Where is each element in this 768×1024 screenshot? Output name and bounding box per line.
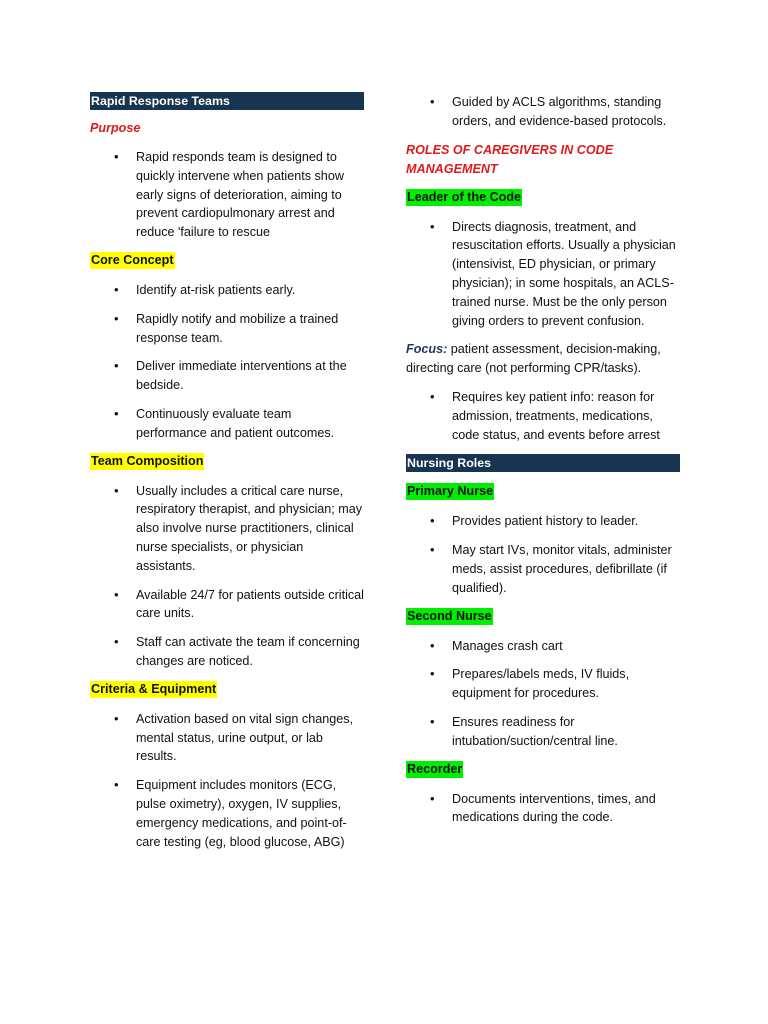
list-item: • Usually includes a critical care nurse, respiratory therapist, and physician; may also involve nurse practitioners, clinical nurse specialists, or physician assistants. <box>90 482 364 576</box>
section-title-rapid-response-teams: Rapid Response Teams <box>90 92 364 110</box>
purpose-list <box>90 148 364 242</box>
criteria-equipment-heading: Criteria & Equipment <box>91 681 217 696</box>
left-column <box>90 92 364 861</box>
team-composition-list <box>90 482 364 671</box>
purpose-heading: Purpose <box>90 121 141 135</box>
focus-paragraph <box>406 340 680 378</box>
second-nurse-heading: Second Nurse <box>407 608 492 623</box>
core-concept-heading: Core Concept <box>91 252 174 267</box>
list-item: • Prepares/labels meds, IV fluids, equipment for procedures. <box>406 665 680 703</box>
recorder-list <box>406 790 680 828</box>
list-item: • Directs diagnosis, treatment, and resuscitation efforts. Usually a physician (intensivist, ED physician, or primary physician); in some hospitals, an ACLS-trained nurse. Must be the only person giving orders to prevent confusion. <box>406 218 680 331</box>
list-item: • Manages crash cart <box>406 637 680 656</box>
list-item: • Documents interventions, times, and medications during the code. <box>406 790 680 828</box>
core-concept-list <box>90 281 364 443</box>
focus-text: patient assessment, decision-making, directing care (not performing CPR/tasks). <box>406 342 661 376</box>
leader-of-code-heading: Leader of the Code <box>407 189 522 204</box>
list-item: • Continuously evaluate team performance and patient outcomes. <box>90 405 364 443</box>
list-item: • Identify at-risk patients early. <box>90 281 364 300</box>
list-item: • Available 24/7 for patients outside critical care units. <box>90 586 364 624</box>
team-composition-heading: Team Composition <box>91 453 204 468</box>
list-item: • May start IVs, monitor vitals, administer meds, assist procedures, defibrillate (if qualified). <box>406 541 680 597</box>
section-title-nursing-roles: Nursing Roles <box>406 454 680 472</box>
leader-list-2 <box>406 388 680 444</box>
second-nurse-list <box>406 637 680 751</box>
primary-nurse-heading: Primary Nurse <box>407 484 494 499</box>
list-item: • Ensures readiness for intubation/suction/central line. <box>406 713 680 751</box>
list-item: • Requires key patient info: reason for admission, treatments, medications, code status, and events before arrest <box>406 388 680 444</box>
list-item: • Activation based on vital sign changes, mental status, urine output, or lab results. <box>90 710 364 766</box>
list-item: • Equipment includes monitors (ECG, pulse oximetry), oxygen, IV supplies, emergency medications, and point-of-care testing (eg, blood glucose, ABG) <box>90 776 364 851</box>
acls-list <box>406 93 680 131</box>
list-item: • Provides patient history to leader. <box>406 512 680 531</box>
list-item: • Guided by ACLS algorithms, standing orders, and evidence-based protocols. <box>406 93 680 131</box>
list-item: • Deliver immediate interventions at the bedside. <box>90 357 364 395</box>
criteria-equipment-list <box>90 710 364 852</box>
primary-nurse-list <box>406 512 680 597</box>
list-item: • Rapidly notify and mobilize a trained response team. <box>90 310 364 348</box>
focus-label: Focus: <box>406 342 448 357</box>
list-item: • Staff can activate the team if concerning changes are noticed. <box>90 633 364 671</box>
leader-list <box>406 218 680 331</box>
right-column <box>406 92 680 837</box>
roles-heading: ROLES OF CAREGIVERS IN CODE MANAGEMENT <box>406 142 614 176</box>
recorder-heading: Recorder <box>407 761 463 776</box>
list-item: • Rapid responds team is designed to quickly intervene when patients show early signs of deterioration, aiming to prevent cardiopulmonary arrest and reduce 'failure to rescue <box>90 148 364 242</box>
